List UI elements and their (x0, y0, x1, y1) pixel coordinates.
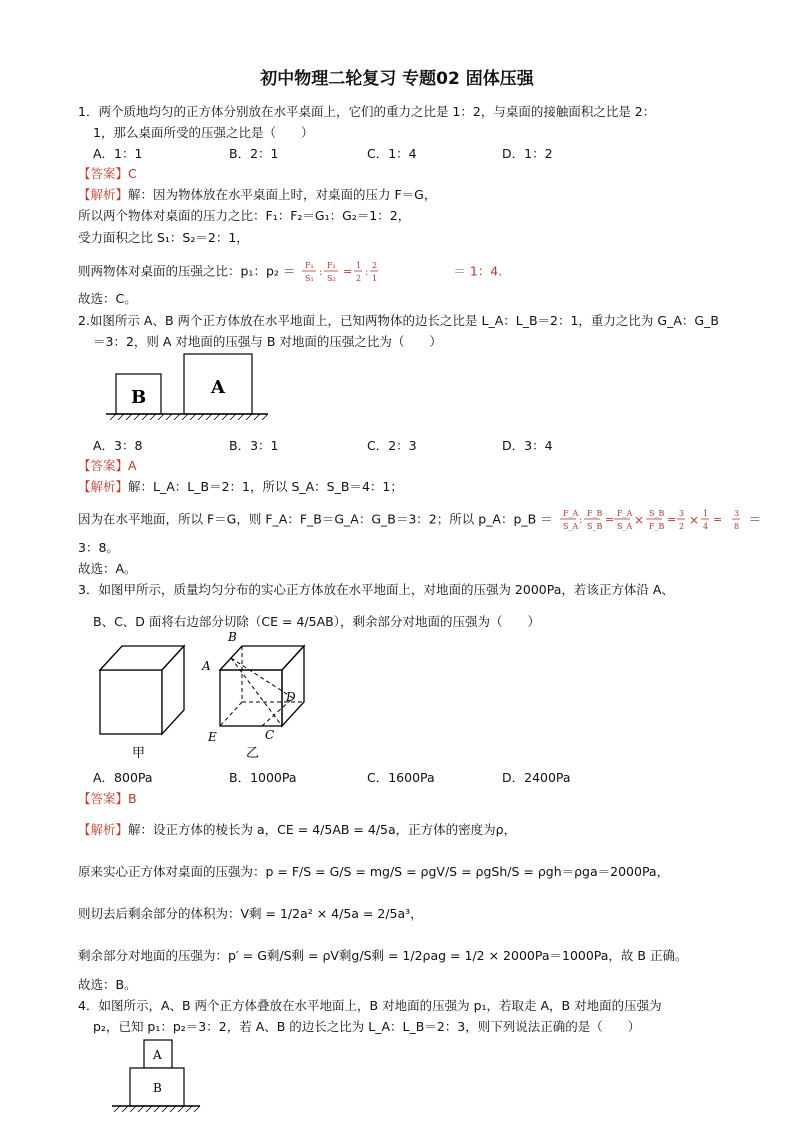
q1-analysis-3: 受力面积之比 S₁：S₂＝2：1， (78, 230, 249, 245)
q3-label-E: E (208, 730, 217, 744)
svg-text:1: 1 (356, 261, 362, 270)
svg-text:1: 1 (372, 274, 378, 283)
q3-stem-line2: B、C、D 面将右边部分切除（CE = 4/5AB），剩余部分对地面的压强为（ ） (93, 614, 540, 629)
q3-label-jia: 甲 (132, 746, 146, 761)
q3-stem-line1: 3．如图甲所示，质量均匀分布的实心正方体放在水平地面上，对地面的压强为 2000Pa，若该正方体沿 A、 (78, 582, 674, 597)
q2-stem-line2: ＝3：2，则 A 对地面的压强与 B 对地面的压强之比为（ ） (93, 334, 442, 349)
q2-stem-line1: 2.如图所示 A、B 两个正方体放在水平地面上，已知两物体的边长之比是 L_A：L_B＝2：1，重力之比为 G_A：G_B (78, 313, 719, 328)
svg-text:2: 2 (356, 274, 362, 283)
svg-text:4: 4 (702, 522, 708, 531)
q2-analysis-2-lead: 因为在水平地面，所以 F＝G，则 F_A：F_B＝G_A：G_B＝3：2；所以 p_A：p_B ＝ (78, 511, 553, 527)
q1-analysis-4 (78, 258, 502, 286)
q1-stem-line2: 1，那么桌面所受的压强之比是（ ） (93, 125, 314, 140)
svg-text:×: × (633, 513, 644, 527)
q3-analysis-3: 则切去后剩余部分的体积为：V剩 = 1/2a² × 4/5a = 2/5a³， (78, 906, 423, 921)
q2-answer (78, 456, 137, 474)
q1-analysis-4-lead: 则两物体对桌面的压强之比：p₁：p₂ ＝ (78, 263, 296, 279)
q3-label-yi: 乙 (246, 746, 260, 761)
q3-label-A: A (202, 659, 211, 673)
q4-label-b: B (153, 1081, 162, 1095)
svg-text:2: 2 (372, 261, 378, 270)
q2-analysis-1 (78, 477, 403, 495)
q3-answer (78, 789, 137, 807)
q2-label-b: B (131, 387, 147, 408)
svg-text:8: 8 (733, 522, 739, 531)
svg-text:3: 3 (678, 509, 684, 518)
q4-stem-line2: p₂，已知 p₁：p₂＝3：2，若 A、B 的边长之比为 L_A：L_B＝2：3，则下列说法正确的是（ ） (93, 1019, 641, 1034)
svg-text:S_B: S_B (586, 522, 603, 531)
svg-text:S_A: S_A (562, 522, 578, 531)
svg-text:S_A: S_A (616, 522, 632, 531)
svg-text::: : (319, 267, 323, 278)
q3-label-C: C (265, 728, 275, 742)
q3-analysis-4: 剩余部分对地面的压强为：p′ = G剩/S剩 = ρV剩g/S剩 = 1/2ρag = 1/2 × 2000Pa＝1000Pa，故 B 正确。 (78, 948, 688, 963)
q1-option-b: B．2：1 (229, 146, 279, 161)
answer-tag: 【答案】 (78, 458, 129, 473)
answer-value: A (128, 458, 137, 473)
q2-option-c: C．2：3 (367, 438, 417, 453)
svg-text:F_A: F_A (616, 509, 632, 518)
q2-fraction-formula (557, 506, 727, 534)
svg-text:S₁: S₁ (305, 274, 315, 283)
q3-figure (90, 626, 320, 764)
q3-label-D: D (286, 690, 296, 704)
q2-conclusion: 故选：A。 (78, 561, 137, 576)
svg-text::: : (578, 515, 583, 526)
q4-figure (108, 1038, 204, 1112)
q1-analysis-1 (78, 185, 436, 203)
q3-analysis-1 (78, 820, 516, 838)
svg-text:=: = (343, 265, 353, 278)
analysis-text: 解：设正方体的棱长为 a，CE = 4/5AB = 4/5a，正方体的密度为ρ， (128, 822, 517, 837)
q2-analysis-2-tail: ＝ (748, 511, 762, 527)
q1-option-c: C．1：4 (367, 146, 417, 161)
analysis-tag: 【解析】 (78, 822, 129, 837)
svg-text:=: = (604, 513, 614, 526)
analysis-text: 解：L_A：L_B＝2：1，所以 S_A：S_B＝4：1； (128, 479, 403, 494)
q2-analysis-3: 3：8。 (78, 540, 119, 555)
analysis-tag: 【解析】 (78, 479, 129, 494)
q2-label-a: A (211, 377, 225, 398)
svg-text:×: × (688, 513, 699, 527)
answer-value: B (128, 791, 137, 806)
q2-analysis-2 (78, 506, 761, 534)
q3-option-d: D．2400Pa (502, 770, 571, 785)
q3-label-B: B (228, 630, 237, 644)
q1-analysis-2: 所以两个物体对桌面的压力之比：F₁：F₂＝G₁：G₂＝1：2， (78, 208, 411, 223)
q4-label-a: A (153, 1048, 162, 1062)
svg-text:1: 1 (702, 509, 708, 518)
svg-text::: : (365, 267, 369, 278)
analysis-tag: 【解析】 (78, 187, 129, 202)
q3-analysis-2: 原来实心正方体对桌面的压强为：p = F/S = G/S = mg/S = ρgV/S = ρgSh/S = ρgh＝ρga＝2000Pa， (78, 864, 670, 879)
q1-option-a: A．1：1 (93, 146, 143, 161)
svg-text:F_B: F_B (648, 522, 665, 531)
svg-text:=: = (712, 513, 722, 526)
q3-option-b: B．1000Pa (229, 770, 297, 785)
q1-analysis-4-tail: ＝ 1：4. (453, 263, 503, 279)
q3-option-a: A．800Pa (93, 770, 153, 785)
q4-stem-line1: 4．如图所示，A、B 两个正方体叠放在水平地面上，B 对地面的压强为 p₁，若取走 A，B 对地面的压强为 (78, 998, 662, 1013)
q2-option-d: D．3：4 (502, 438, 553, 453)
q2-option-b: B．3：1 (229, 438, 279, 453)
q1-fraction-formula (299, 258, 449, 286)
svg-text:F₁: F₁ (305, 261, 315, 270)
q3-conclusion: 故选：B。 (78, 977, 137, 992)
svg-text:S₂: S₂ (327, 274, 337, 283)
q1-conclusion: 故选：C。 (78, 291, 137, 306)
answer-tag: 【答案】 (78, 166, 129, 181)
svg-text:3: 3 (733, 509, 739, 518)
q3-option-c: C．1600Pa (367, 770, 435, 785)
q2-option-a: A．3：8 (93, 438, 143, 453)
svg-text:=: = (666, 513, 676, 526)
answer-value: C (128, 166, 137, 181)
svg-text:F_A: F_A (562, 509, 578, 518)
q2-figure (104, 348, 274, 420)
analysis-text: 解：因为物体放在水平桌面上时，对桌面的压力 F＝G， (128, 187, 437, 202)
q2-fraction-result (731, 506, 745, 534)
q1-option-d: D．1：2 (502, 146, 553, 161)
svg-text:2: 2 (678, 522, 684, 531)
q1-answer (78, 164, 137, 182)
svg-text:F₂: F₂ (327, 261, 337, 270)
svg-text:F_B: F_B (586, 509, 603, 518)
page-title: 初中物理二轮复习 专题02 固体压强 (260, 69, 534, 89)
answer-tag: 【答案】 (78, 791, 129, 806)
q1-stem-line1: 1．两个质地均匀的正方体分别放在水平桌面上，它们的重力之比是 1：2，与桌面的接触面积之比是 2： (78, 104, 656, 119)
svg-text:S_B: S_B (648, 509, 665, 518)
